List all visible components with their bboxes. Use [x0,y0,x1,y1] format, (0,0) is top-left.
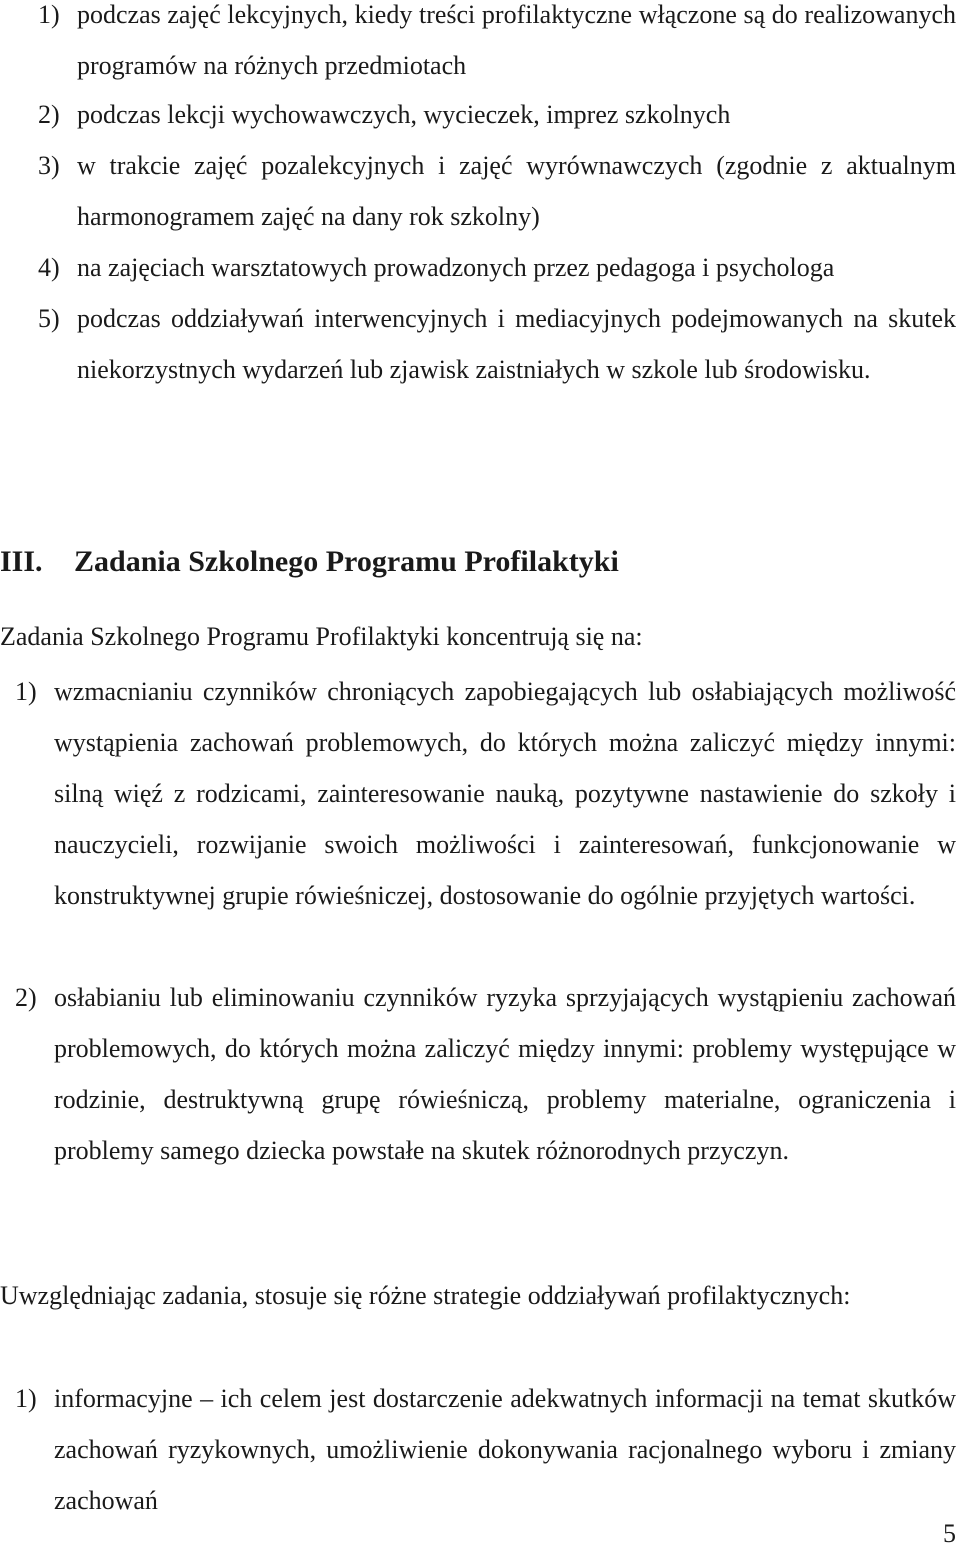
list-item [38,140,956,242]
list-item [38,0,956,91]
list-item-number: 2) [38,100,60,129]
task-item [15,972,956,1176]
list-item-text: podczas zajęć lekcyjnych, kiedy treści profilaktyczne włączone są do realizowanych programów na różnych przedmiotach [77,0,956,80]
task-text: wzmacnianiu czynników chroniących zapobiegających lub osłabiających możliwość wystąpienia zachowań problemowych, do których można zaliczyć między innymi: silną więź z rodzicami, zainteresowanie nauką, pozytywne nastawienie do szkoły i nauczycieli, rozwijanie swoich możliwości i zainteresowań, funkcjonowanie w konstruktywnej grupie rówieśniczej, dostosowanie do ogólnie przyjętych wartości. [54,677,956,910]
list-item [38,89,956,140]
list-item-number: 3) [38,151,60,180]
list-item-number: 5) [38,304,60,333]
list-item-number: 4) [38,253,60,282]
list-item-text: na zajęciach warsztatowych prowadzonych przez pedagoga i psychologa [77,253,835,282]
list-item-text: w trakcie zajęć pozalekcyjnych i zajęć wyrównawczych (zgodnie z aktualnym harmonogramem zajęć na dany rok szkolny) [77,151,956,231]
strategy-item [15,1373,956,1526]
section-number: III. [0,545,43,578]
section-intro: Zadania Szkolnego Programu Profilaktyki koncentrują się na: [0,622,643,651]
task-text: osłabianiu lub eliminowaniu czynników ryzyka sprzyjających wystąpieniu zachowań problemowych, do których można zaliczyć między innymi: problemy występujące w rodzinie, destruktywną grupę rówieśniczą, problemy materialne, ograniczenia i problemy samego dziecka powstałe na skutek różnorodnych przyczyn. [54,983,956,1165]
task-number: 2) [15,983,37,1012]
list-item [38,293,956,395]
task-item [15,666,956,921]
strategy-number: 1) [15,1384,37,1413]
task-number: 1) [15,677,37,706]
strategies-intro: Uwzględniając zadania, stosuje się różne strategie oddziaływań profilaktycznych: [0,1281,851,1310]
strategy-text: informacyjne – ich celem jest dostarczenie adekwatnych informacji na temat skutków zachowań ryzykownych, umożliwienie dokonywania racjonalnego wyboru i zmiany zachowań [54,1384,956,1515]
section-heading [0,536,619,587]
list-item [38,242,956,293]
page-number: 5 [943,1519,956,1548]
list-item-text: podczas lekcji wychowawczych, wycieczek, imprez szkolnych [77,100,731,129]
list-item-number: 1) [38,0,60,29]
section-title: Zadania Szkolnego Programu Profilaktyki [74,545,619,578]
list-item-text: podczas oddziaływań interwencyjnych i mediacyjnych podejmowanych na skutek niekorzystnych wydarzeń lub zjawisk zaistniałych w szkole lub środowisku. [77,304,956,384]
